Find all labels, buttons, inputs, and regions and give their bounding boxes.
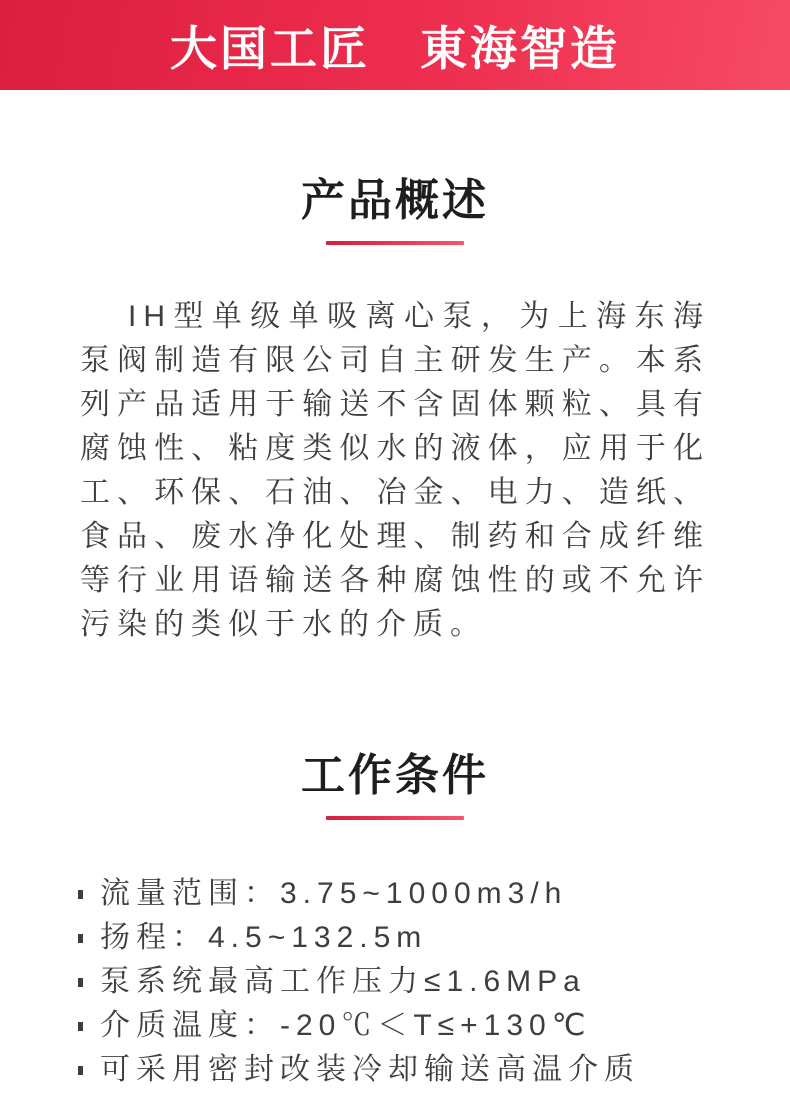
overview-section (0, 164, 790, 647)
spec-item-flow-range (78, 872, 730, 916)
top-banner (0, 0, 790, 90)
spec-item-head (78, 916, 730, 960)
spec-item-text: 介质温度：-20℃＜T≤+130℃ (100, 1009, 592, 1042)
bullet-icon (78, 934, 83, 943)
bullet-icon (78, 890, 83, 899)
bullet-icon (78, 1066, 83, 1075)
overview-heading-underline (326, 241, 464, 245)
spec-item-seal-cooling (78, 1048, 730, 1092)
spec-list (78, 872, 730, 1092)
spec-item-max-pressure (78, 960, 730, 1004)
spec-item-text: 可采用密封改装冷却输送高温介质 (100, 1053, 640, 1086)
spec-item-text: 泵系统最高工作压力≤1.6MPa (100, 965, 586, 998)
working-conditions-section (0, 739, 790, 1092)
banner-title: 大国工匠 東海智造 (170, 21, 620, 75)
spec-item-text: 流量范围：3.75~1000m3/h (100, 877, 568, 910)
spec-item-text: 扬程：4.5~132.5m (100, 921, 428, 954)
bullet-icon (78, 978, 83, 987)
conditions-heading-underline (326, 816, 464, 820)
spec-item-medium-temperature (78, 1004, 730, 1048)
conditions-heading: 工作条件 (301, 751, 489, 800)
overview-paragraph: IH型单级单吸离心泵，为上海东海泵阀制造有限公司自主研发生产。本系列产品适用于输送不含固体颗粒、具有腐蚀性、粘度类似水的液体，应用于化工、环保、石油、冶金、电力、造纸、食品、废水净化处理、制药和合成纤维等行业用语输送各种腐蚀性的或不允许污染的类似于水的介质。 (80, 300, 710, 641)
bullet-icon (78, 1022, 83, 1031)
overview-heading: 产品概述 (301, 176, 489, 225)
